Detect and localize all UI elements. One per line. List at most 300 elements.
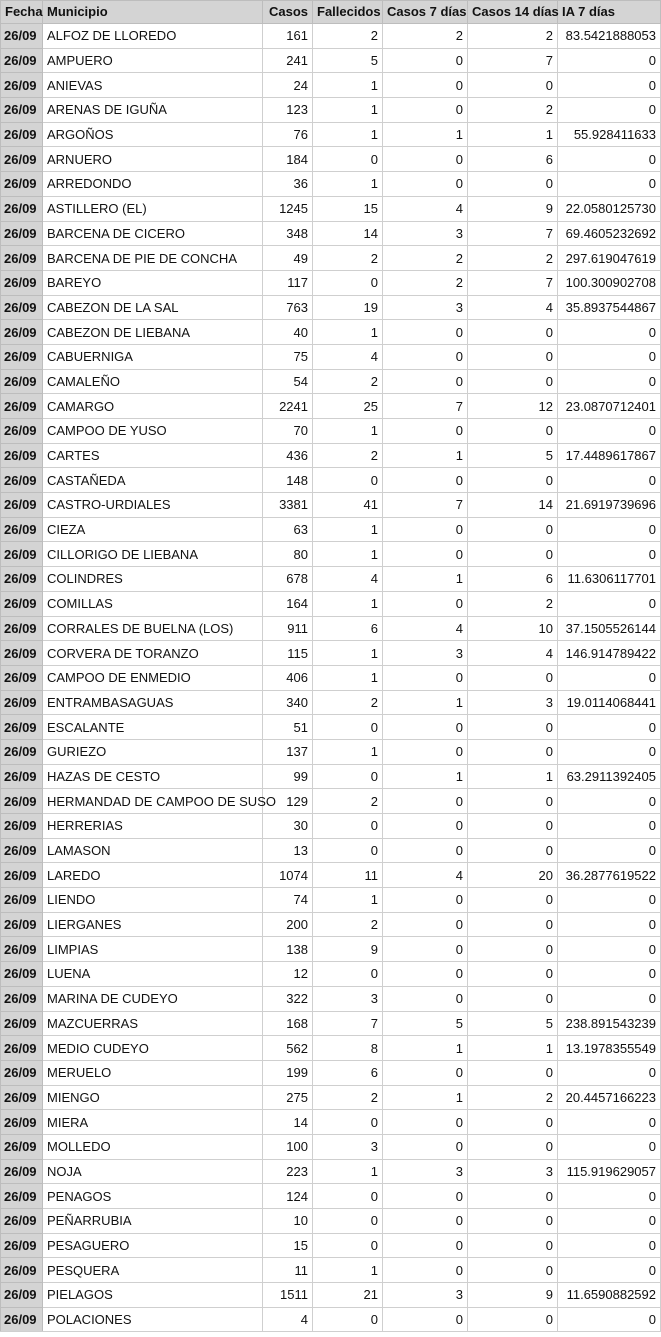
cell-fecha[interactable]: 26/09 — [1, 986, 43, 1011]
cell-casos[interactable]: 184 — [263, 147, 313, 172]
cell-casos-14-dias[interactable]: 0 — [468, 419, 558, 444]
cell-casos-14-dias[interactable]: 4 — [468, 295, 558, 320]
cell-casos-14-dias[interactable]: 12 — [468, 394, 558, 419]
cell-casos[interactable]: 76 — [263, 122, 313, 147]
cell-casos-14-dias[interactable]: 3 — [468, 1159, 558, 1184]
table-row[interactable] — [1, 789, 661, 814]
cell-ia-7-dias[interactable]: 20.4457166223 — [558, 1085, 661, 1110]
cell-casos-7-dias[interactable]: 0 — [383, 739, 468, 764]
table-row[interactable] — [1, 542, 661, 567]
cell-ia-7-dias[interactable]: 11.6590882592 — [558, 1283, 661, 1308]
cell-fallecidos[interactable]: 1 — [313, 172, 383, 197]
cell-casos[interactable]: 678 — [263, 567, 313, 592]
cell-ia-7-dias[interactable]: 0 — [558, 1060, 661, 1085]
cell-fallecidos[interactable]: 4 — [313, 567, 383, 592]
cell-fecha[interactable]: 26/09 — [1, 24, 43, 49]
table-row[interactable] — [1, 838, 661, 863]
cell-fecha[interactable]: 26/09 — [1, 270, 43, 295]
cell-municipio[interactable]: HERRERIAS — [43, 814, 263, 839]
cell-fecha[interactable]: 26/09 — [1, 1233, 43, 1258]
cell-casos[interactable]: 406 — [263, 665, 313, 690]
table-row[interactable] — [1, 1233, 661, 1258]
cell-ia-7-dias[interactable]: 0 — [558, 986, 661, 1011]
table-row[interactable] — [1, 764, 661, 789]
cell-ia-7-dias[interactable]: 13.1978355549 — [558, 1036, 661, 1061]
cell-casos-7-dias[interactable]: 0 — [383, 147, 468, 172]
cell-ia-7-dias[interactable]: 0 — [558, 962, 661, 987]
cell-casos-14-dias[interactable]: 0 — [468, 912, 558, 937]
cell-municipio[interactable]: CAMARGO — [43, 394, 263, 419]
cell-casos-7-dias[interactable]: 3 — [383, 295, 468, 320]
cell-casos-14-dias[interactable]: 0 — [468, 665, 558, 690]
cell-casos-7-dias[interactable]: 0 — [383, 73, 468, 98]
cell-municipio[interactable]: MARINA DE CUDEYO — [43, 986, 263, 1011]
cell-fallecidos[interactable]: 1 — [313, 73, 383, 98]
table-row[interactable] — [1, 443, 661, 468]
cell-fecha[interactable]: 26/09 — [1, 443, 43, 468]
table-row[interactable] — [1, 962, 661, 987]
cell-fallecidos[interactable]: 0 — [313, 962, 383, 987]
cell-casos-7-dias[interactable]: 0 — [383, 320, 468, 345]
cell-fallecidos[interactable]: 0 — [313, 838, 383, 863]
cell-ia-7-dias[interactable]: 297.619047619 — [558, 246, 661, 271]
cell-fallecidos[interactable]: 25 — [313, 394, 383, 419]
cell-ia-7-dias[interactable]: 83.5421888053 — [558, 24, 661, 49]
cell-casos-7-dias[interactable]: 1 — [383, 567, 468, 592]
cell-ia-7-dias[interactable]: 0 — [558, 1134, 661, 1159]
table-row[interactable] — [1, 1036, 661, 1061]
cell-municipio[interactable]: LUENA — [43, 962, 263, 987]
cell-casos-7-dias[interactable]: 0 — [383, 838, 468, 863]
cell-ia-7-dias[interactable]: 0 — [558, 344, 661, 369]
cell-casos[interactable]: 30 — [263, 814, 313, 839]
cell-municipio[interactable]: PENAGOS — [43, 1184, 263, 1209]
cell-municipio[interactable]: HAZAS DE CESTO — [43, 764, 263, 789]
table-row[interactable] — [1, 517, 661, 542]
cell-fecha[interactable]: 26/09 — [1, 789, 43, 814]
cell-municipio[interactable]: CARTES — [43, 443, 263, 468]
table-row[interactable] — [1, 24, 661, 49]
cell-casos-7-dias[interactable]: 0 — [383, 172, 468, 197]
cell-fallecidos[interactable]: 0 — [313, 270, 383, 295]
table-row[interactable] — [1, 73, 661, 98]
cell-casos-14-dias[interactable]: 0 — [468, 542, 558, 567]
cell-fallecidos[interactable]: 4 — [313, 344, 383, 369]
cell-casos[interactable]: 115 — [263, 641, 313, 666]
cell-fallecidos[interactable]: 11 — [313, 863, 383, 888]
cell-fallecidos[interactable]: 3 — [313, 1134, 383, 1159]
cell-municipio[interactable]: HERMANDAD DE CAMPOO DE SUSO — [43, 789, 263, 814]
cell-fecha[interactable]: 26/09 — [1, 98, 43, 123]
cell-casos-14-dias[interactable]: 0 — [468, 1110, 558, 1135]
cell-ia-7-dias[interactable]: 23.0870712401 — [558, 394, 661, 419]
cell-ia-7-dias[interactable]: 0 — [558, 98, 661, 123]
cell-municipio[interactable]: LIENDO — [43, 888, 263, 913]
cell-fallecidos[interactable]: 1 — [313, 320, 383, 345]
cell-municipio[interactable]: CABEZON DE LIEBANA — [43, 320, 263, 345]
cell-ia-7-dias[interactable]: 0 — [558, 814, 661, 839]
cell-fecha[interactable]: 26/09 — [1, 394, 43, 419]
table-row[interactable] — [1, 1060, 661, 1085]
cell-municipio[interactable]: PIELAGOS — [43, 1283, 263, 1308]
cell-ia-7-dias[interactable]: 0 — [558, 48, 661, 73]
cell-municipio[interactable]: ARENAS DE IGUÑA — [43, 98, 263, 123]
cell-casos[interactable]: 99 — [263, 764, 313, 789]
cell-casos-7-dias[interactable]: 1 — [383, 1085, 468, 1110]
cell-casos-7-dias[interactable]: 0 — [383, 1184, 468, 1209]
cell-fecha[interactable]: 26/09 — [1, 1011, 43, 1036]
cell-fecha[interactable]: 26/09 — [1, 888, 43, 913]
cell-fallecidos[interactable]: 2 — [313, 443, 383, 468]
cell-fecha[interactable]: 26/09 — [1, 1184, 43, 1209]
cell-fecha[interactable]: 26/09 — [1, 419, 43, 444]
table-row[interactable] — [1, 344, 661, 369]
cell-ia-7-dias[interactable]: 0 — [558, 320, 661, 345]
table-row[interactable] — [1, 591, 661, 616]
table-row[interactable] — [1, 1159, 661, 1184]
table-row[interactable] — [1, 863, 661, 888]
cell-ia-7-dias[interactable]: 0 — [558, 73, 661, 98]
cell-fallecidos[interactable]: 2 — [313, 369, 383, 394]
cell-fecha[interactable]: 26/09 — [1, 665, 43, 690]
cell-fecha[interactable]: 26/09 — [1, 369, 43, 394]
cell-municipio[interactable]: LAREDO — [43, 863, 263, 888]
cell-casos-7-dias[interactable]: 0 — [383, 986, 468, 1011]
table-row[interactable] — [1, 814, 661, 839]
cell-casos-7-dias[interactable]: 7 — [383, 394, 468, 419]
cell-fecha[interactable]: 26/09 — [1, 838, 43, 863]
cell-ia-7-dias[interactable]: 17.4489617867 — [558, 443, 661, 468]
cell-casos-14-dias[interactable]: 0 — [468, 789, 558, 814]
cell-casos-7-dias[interactable]: 1 — [383, 122, 468, 147]
table-row[interactable] — [1, 295, 661, 320]
cell-ia-7-dias[interactable]: 19.0114068441 — [558, 690, 661, 715]
cell-casos[interactable]: 1511 — [263, 1283, 313, 1308]
cell-casos-14-dias[interactable]: 0 — [468, 715, 558, 740]
cell-municipio[interactable]: GURIEZO — [43, 739, 263, 764]
table-row[interactable] — [1, 715, 661, 740]
cell-casos-14-dias[interactable]: 1 — [468, 764, 558, 789]
cell-casos-14-dias[interactable]: 0 — [468, 1060, 558, 1085]
cell-ia-7-dias[interactable]: 0 — [558, 1110, 661, 1135]
cell-casos[interactable]: 199 — [263, 1060, 313, 1085]
cell-fallecidos[interactable]: 0 — [313, 468, 383, 493]
cell-municipio[interactable]: CORRALES DE BUELNA (LOS) — [43, 616, 263, 641]
cell-municipio[interactable]: CASTAÑEDA — [43, 468, 263, 493]
cell-casos-7-dias[interactable]: 3 — [383, 1283, 468, 1308]
cell-ia-7-dias[interactable]: 238.891543239 — [558, 1011, 661, 1036]
cell-ia-7-dias[interactable]: 0 — [558, 715, 661, 740]
cell-municipio[interactable]: CAMALEÑO — [43, 369, 263, 394]
cell-ia-7-dias[interactable]: 0 — [558, 1209, 661, 1234]
cell-casos-14-dias[interactable]: 2 — [468, 98, 558, 123]
cell-casos-7-dias[interactable]: 0 — [383, 1060, 468, 1085]
cell-fallecidos[interactable]: 14 — [313, 221, 383, 246]
cell-fecha[interactable]: 26/09 — [1, 1134, 43, 1159]
cell-casos-7-dias[interactable]: 0 — [383, 1233, 468, 1258]
cell-municipio[interactable]: ARREDONDO — [43, 172, 263, 197]
cell-fallecidos[interactable]: 0 — [313, 1307, 383, 1332]
table-row[interactable] — [1, 172, 661, 197]
cell-ia-7-dias[interactable]: 0 — [558, 1307, 661, 1332]
cell-casos[interactable]: 49 — [263, 246, 313, 271]
cell-fallecidos[interactable]: 1 — [313, 665, 383, 690]
table-row[interactable] — [1, 641, 661, 666]
cell-casos-14-dias[interactable]: 6 — [468, 567, 558, 592]
cell-municipio[interactable]: MIERA — [43, 1110, 263, 1135]
cell-casos-7-dias[interactable]: 0 — [383, 591, 468, 616]
cell-casos[interactable]: 14 — [263, 1110, 313, 1135]
cell-ia-7-dias[interactable]: 0 — [558, 1184, 661, 1209]
cell-fallecidos[interactable]: 0 — [313, 814, 383, 839]
cell-casos[interactable]: 2241 — [263, 394, 313, 419]
cell-ia-7-dias[interactable]: 0 — [558, 1258, 661, 1283]
cell-fecha[interactable]: 26/09 — [1, 1258, 43, 1283]
cell-casos-7-dias[interactable]: 0 — [383, 715, 468, 740]
table-row[interactable] — [1, 147, 661, 172]
cell-fecha[interactable]: 26/09 — [1, 221, 43, 246]
table-row[interactable] — [1, 419, 661, 444]
table-row[interactable] — [1, 665, 661, 690]
cell-municipio[interactable]: CABEZON DE LA SAL — [43, 295, 263, 320]
cell-fecha[interactable]: 26/09 — [1, 912, 43, 937]
cell-municipio[interactable]: CABUERNIGA — [43, 344, 263, 369]
cell-fallecidos[interactable]: 1 — [313, 641, 383, 666]
cell-ia-7-dias[interactable]: 0 — [558, 147, 661, 172]
cell-fallecidos[interactable]: 15 — [313, 196, 383, 221]
cell-municipio[interactable]: MAZCUERRAS — [43, 1011, 263, 1036]
cell-municipio[interactable]: BARCENA DE CICERO — [43, 221, 263, 246]
cell-fecha[interactable]: 26/09 — [1, 1307, 43, 1332]
cell-ia-7-dias[interactable]: 0 — [558, 665, 661, 690]
cell-casos[interactable]: 138 — [263, 937, 313, 962]
cell-fallecidos[interactable]: 2 — [313, 690, 383, 715]
table-row[interactable] — [1, 246, 661, 271]
cell-fecha[interactable]: 26/09 — [1, 196, 43, 221]
cell-fallecidos[interactable]: 41 — [313, 493, 383, 518]
cell-casos-7-dias[interactable]: 0 — [383, 419, 468, 444]
cell-fecha[interactable]: 26/09 — [1, 147, 43, 172]
cell-casos-7-dias[interactable]: 3 — [383, 641, 468, 666]
cell-casos-14-dias[interactable]: 0 — [468, 986, 558, 1011]
cell-casos-7-dias[interactable]: 0 — [383, 48, 468, 73]
cell-casos-14-dias[interactable]: 14 — [468, 493, 558, 518]
cell-casos[interactable]: 562 — [263, 1036, 313, 1061]
cell-casos[interactable]: 124 — [263, 1184, 313, 1209]
cell-casos-14-dias[interactable]: 0 — [468, 1233, 558, 1258]
table-row[interactable] — [1, 320, 661, 345]
cell-municipio[interactable]: PESAGUERO — [43, 1233, 263, 1258]
cell-ia-7-dias[interactable]: 22.0580125730 — [558, 196, 661, 221]
cell-casos[interactable]: 911 — [263, 616, 313, 641]
cell-fallecidos[interactable]: 3 — [313, 986, 383, 1011]
cell-casos-14-dias[interactable]: 20 — [468, 863, 558, 888]
cell-casos-7-dias[interactable]: 0 — [383, 517, 468, 542]
cell-casos-7-dias[interactable]: 1 — [383, 443, 468, 468]
cell-fallecidos[interactable]: 0 — [313, 1209, 383, 1234]
cell-ia-7-dias[interactable]: 63.2911392405 — [558, 764, 661, 789]
cell-casos-7-dias[interactable]: 2 — [383, 270, 468, 295]
cell-fecha[interactable]: 26/09 — [1, 1060, 43, 1085]
cell-ia-7-dias[interactable]: 0 — [558, 542, 661, 567]
cell-casos[interactable]: 164 — [263, 591, 313, 616]
header-municipio[interactable]: Municipio — [43, 1, 263, 24]
table-row[interactable] — [1, 1307, 661, 1332]
cell-fallecidos[interactable]: 19 — [313, 295, 383, 320]
cell-municipio[interactable]: PESQUERA — [43, 1258, 263, 1283]
cell-casos-7-dias[interactable]: 1 — [383, 690, 468, 715]
cell-fallecidos[interactable]: 2 — [313, 246, 383, 271]
cell-fallecidos[interactable]: 5 — [313, 48, 383, 73]
cell-casos[interactable]: 200 — [263, 912, 313, 937]
cell-casos[interactable]: 80 — [263, 542, 313, 567]
cell-fallecidos[interactable]: 1 — [313, 542, 383, 567]
cell-ia-7-dias[interactable]: 0 — [558, 172, 661, 197]
header-casos-7-dias[interactable]: Casos 7 días — [383, 1, 468, 24]
cell-casos-14-dias[interactable]: 9 — [468, 1283, 558, 1308]
cell-fecha[interactable]: 26/09 — [1, 863, 43, 888]
cell-ia-7-dias[interactable]: 0 — [558, 888, 661, 913]
cell-fecha[interactable]: 26/09 — [1, 246, 43, 271]
cell-fecha[interactable]: 26/09 — [1, 567, 43, 592]
cell-fallecidos[interactable]: 1 — [313, 98, 383, 123]
cell-casos[interactable]: 1245 — [263, 196, 313, 221]
cell-municipio[interactable]: CILLORIGO DE LIEBANA — [43, 542, 263, 567]
cell-fecha[interactable]: 26/09 — [1, 468, 43, 493]
cell-fecha[interactable]: 26/09 — [1, 739, 43, 764]
cell-fecha[interactable]: 26/09 — [1, 122, 43, 147]
cell-municipio[interactable]: ENTRAMBASAGUAS — [43, 690, 263, 715]
table-row[interactable] — [1, 369, 661, 394]
cell-casos-14-dias[interactable]: 0 — [468, 369, 558, 394]
cell-municipio[interactable]: AMPUERO — [43, 48, 263, 73]
cell-casos[interactable]: 13 — [263, 838, 313, 863]
cell-municipio[interactable]: ANIEVAS — [43, 73, 263, 98]
cell-casos[interactable]: 11 — [263, 1258, 313, 1283]
cell-casos-14-dias[interactable]: 7 — [468, 270, 558, 295]
cell-fallecidos[interactable]: 1 — [313, 517, 383, 542]
cell-casos-14-dias[interactable]: 0 — [468, 468, 558, 493]
table-row[interactable] — [1, 567, 661, 592]
table-row[interactable] — [1, 937, 661, 962]
cell-fecha[interactable]: 26/09 — [1, 493, 43, 518]
cell-casos-7-dias[interactable]: 4 — [383, 863, 468, 888]
cell-casos-7-dias[interactable]: 0 — [383, 1307, 468, 1332]
cell-fallecidos[interactable]: 0 — [313, 1184, 383, 1209]
cell-casos-14-dias[interactable]: 0 — [468, 838, 558, 863]
cell-fecha[interactable]: 26/09 — [1, 48, 43, 73]
cell-fallecidos[interactable]: 1 — [313, 1159, 383, 1184]
cell-fecha[interactable]: 26/09 — [1, 962, 43, 987]
cell-fecha[interactable]: 26/09 — [1, 591, 43, 616]
cell-casos-7-dias[interactable]: 7 — [383, 493, 468, 518]
table-row[interactable] — [1, 493, 661, 518]
cell-ia-7-dias[interactable]: 11.6306117701 — [558, 567, 661, 592]
cell-casos-7-dias[interactable]: 0 — [383, 962, 468, 987]
cell-casos-14-dias[interactable]: 10 — [468, 616, 558, 641]
cell-casos[interactable]: 129 — [263, 789, 313, 814]
cell-casos-14-dias[interactable]: 2 — [468, 1085, 558, 1110]
cell-casos[interactable]: 117 — [263, 270, 313, 295]
cell-casos[interactable]: 763 — [263, 295, 313, 320]
cell-ia-7-dias[interactable]: 0 — [558, 789, 661, 814]
cell-casos[interactable]: 275 — [263, 1085, 313, 1110]
cell-casos[interactable]: 10 — [263, 1209, 313, 1234]
cell-casos-14-dias[interactable]: 0 — [468, 888, 558, 913]
cell-ia-7-dias[interactable]: 0 — [558, 838, 661, 863]
cell-casos[interactable]: 1074 — [263, 863, 313, 888]
cell-casos-7-dias[interactable]: 0 — [383, 814, 468, 839]
cell-casos-7-dias[interactable]: 0 — [383, 912, 468, 937]
cell-ia-7-dias[interactable]: 0 — [558, 912, 661, 937]
cell-fecha[interactable]: 26/09 — [1, 517, 43, 542]
cell-fecha[interactable]: 26/09 — [1, 1110, 43, 1135]
cell-casos-7-dias[interactable]: 0 — [383, 1258, 468, 1283]
table-row[interactable] — [1, 122, 661, 147]
cell-fallecidos[interactable]: 1 — [313, 739, 383, 764]
cell-casos-7-dias[interactable]: 0 — [383, 369, 468, 394]
cell-municipio[interactable]: MERUELO — [43, 1060, 263, 1085]
cell-casos[interactable]: 322 — [263, 986, 313, 1011]
cell-fallecidos[interactable]: 1 — [313, 1258, 383, 1283]
cell-fecha[interactable]: 26/09 — [1, 814, 43, 839]
cell-casos[interactable]: 74 — [263, 888, 313, 913]
cell-fallecidos[interactable]: 2 — [313, 912, 383, 937]
cell-fallecidos[interactable]: 2 — [313, 1085, 383, 1110]
cell-municipio[interactable]: COMILLAS — [43, 591, 263, 616]
cell-casos-7-dias[interactable]: 5 — [383, 1011, 468, 1036]
cell-casos-7-dias[interactable]: 0 — [383, 344, 468, 369]
cell-fallecidos[interactable]: 0 — [313, 715, 383, 740]
cell-fallecidos[interactable]: 1 — [313, 888, 383, 913]
cell-municipio[interactable]: CIEZA — [43, 517, 263, 542]
cell-casos[interactable]: 54 — [263, 369, 313, 394]
cell-casos-14-dias[interactable]: 0 — [468, 1307, 558, 1332]
cell-ia-7-dias[interactable]: 55.928411633 — [558, 122, 661, 147]
cell-ia-7-dias[interactable]: 37.1505526144 — [558, 616, 661, 641]
cell-casos-7-dias[interactable]: 0 — [383, 937, 468, 962]
cell-casos-14-dias[interactable]: 0 — [468, 1209, 558, 1234]
cell-casos-14-dias[interactable]: 0 — [468, 1184, 558, 1209]
table-row[interactable] — [1, 1184, 661, 1209]
cell-casos-7-dias[interactable]: 0 — [383, 789, 468, 814]
cell-casos[interactable]: 75 — [263, 344, 313, 369]
cell-fecha[interactable]: 26/09 — [1, 764, 43, 789]
cell-municipio[interactable]: BARCENA DE PIE DE CONCHA — [43, 246, 263, 271]
header-fallecidos[interactable]: Fallecidos — [313, 1, 383, 24]
cell-casos-7-dias[interactable]: 0 — [383, 1209, 468, 1234]
table-row[interactable] — [1, 986, 661, 1011]
table-row[interactable] — [1, 1283, 661, 1308]
cell-casos-14-dias[interactable]: 0 — [468, 1258, 558, 1283]
table-row[interactable] — [1, 739, 661, 764]
cell-casos-14-dias[interactable]: 5 — [468, 443, 558, 468]
cell-fallecidos[interactable]: 0 — [313, 764, 383, 789]
cell-fallecidos[interactable]: 6 — [313, 1060, 383, 1085]
header-casos[interactable]: Casos — [263, 1, 313, 24]
cell-casos[interactable]: 40 — [263, 320, 313, 345]
cell-fallecidos[interactable]: 0 — [313, 147, 383, 172]
cell-casos[interactable]: 24 — [263, 73, 313, 98]
cell-municipio[interactable]: NOJA — [43, 1159, 263, 1184]
cell-casos[interactable]: 4 — [263, 1307, 313, 1332]
cell-casos-14-dias[interactable]: 4 — [468, 641, 558, 666]
cell-casos-7-dias[interactable]: 1 — [383, 1036, 468, 1061]
cell-casos[interactable]: 137 — [263, 739, 313, 764]
cell-casos-14-dias[interactable]: 0 — [468, 937, 558, 962]
cell-casos-14-dias[interactable]: 0 — [468, 320, 558, 345]
cell-fecha[interactable]: 26/09 — [1, 73, 43, 98]
